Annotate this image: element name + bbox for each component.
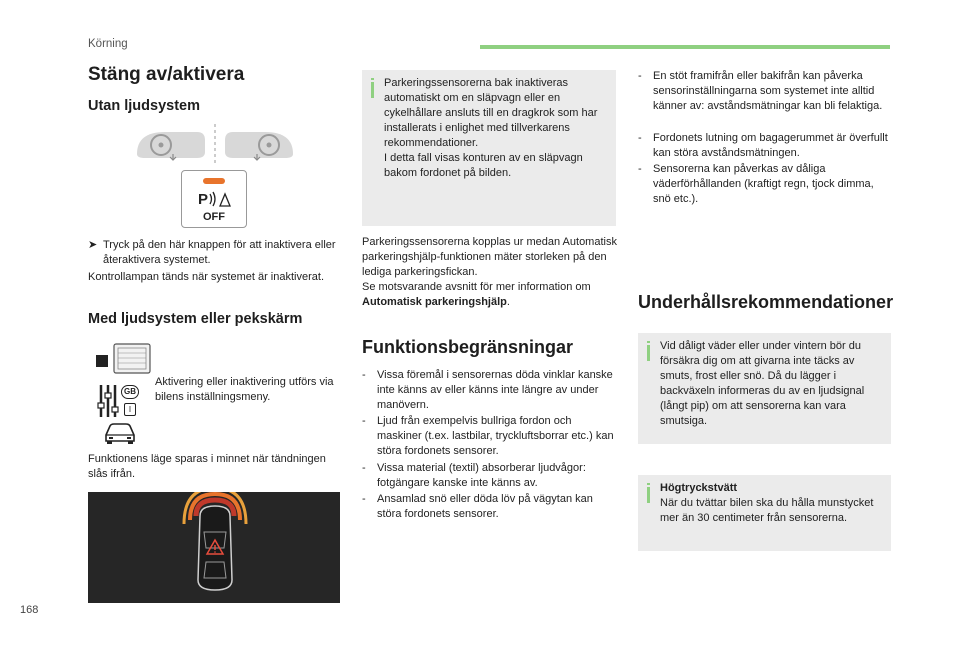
car-top-view-illustration	[88, 492, 340, 603]
reference-period: .	[506, 296, 510, 308]
dash-mark: -	[362, 493, 366, 505]
steering-wheel-illustration	[135, 124, 295, 166]
badge-gb: GB	[121, 385, 139, 399]
limitation-item: - Ljud från exempelvis bullriga fordon och maskiner (t.ex. lastbilar, tryckluftsborrar etc.) kan störa fordonets sensorer.	[362, 415, 614, 457]
info-trailer-text: Parkeringssensorerna bak inaktiveras automatiskt om en släpvagn eller en cykelhållare ansluts till en dragkrok som har installerats i enlighet med tillverkarens rekommendationer.	[384, 77, 598, 149]
reference-text: Se motsvarande avsnitt för mer information om	[362, 281, 591, 293]
svg-text:P: P	[198, 191, 209, 208]
info-box-trailer	[362, 70, 616, 226]
parking-sensor-off-icon	[198, 188, 232, 210]
section-label: Körning	[88, 38, 128, 50]
steering-wheel-icon	[225, 132, 293, 160]
page-number: 168	[20, 604, 39, 616]
limitation-item: - Sensorerna kan påverkas av dåliga väderförhållanden (kraftigt regn, tjock dimma, snö etc.).	[638, 163, 874, 205]
auto-parking-text: Parkeringssensorerna kopplas ur medan Automatisk parkeringshjälp-funktionen mäter storleken på den lediga parkeringsfickan.	[362, 236, 617, 278]
limitation-item: - En stöt framifrån eller bakifrån kan påverka sensorinställningarna som systemet inte alltid känner av: avståndsmätningar kan bli felaktiga.	[638, 70, 883, 112]
parking-display-image	[88, 492, 340, 603]
badge-i: I	[124, 403, 136, 416]
subheading-with-audio: Med ljudsystem eller pekskärm	[88, 311, 303, 327]
dash-mark: -	[638, 70, 642, 82]
section-title-maintenance: Underhållsrekommendationer	[638, 292, 894, 312]
off-label: OFF	[203, 211, 225, 223]
instruction-bullet: ➤ Tryck på den här knappen för att inaktivera eller återaktivera systemet.	[88, 239, 336, 266]
limitation-item: - Vissa föremål i sensorernas döda vinklar kanske inte känns av eller känns inte längre av under manövern.	[362, 369, 613, 411]
subheading-without-audio: Utan ljudsystem	[88, 98, 200, 114]
settings-icon	[97, 383, 119, 419]
screen-icon	[96, 343, 152, 375]
info-icon-dot	[647, 341, 650, 343]
info-pressure-wash-content	[660, 481, 886, 526]
menu-instruction: Aktivering eller inaktivering utförs via bilens inställningsmeny.	[155, 376, 334, 403]
steering-wheel-icon	[137, 132, 205, 160]
limitation-item: - Ansamlad snö eller döda löv på vägytan kan störa fordonets sensorer.	[362, 493, 593, 520]
car-icon	[103, 421, 137, 445]
dash-mark: -	[362, 462, 366, 474]
info-icon-dot	[371, 78, 374, 80]
dash-mark: -	[362, 415, 366, 427]
info-icon-bar	[647, 345, 650, 361]
limitation-item: - Vissa material (textil) absorberar ljudvågor: fotgängare kanske inte känns av.	[362, 462, 586, 489]
info-weather-text: Vid dåligt väder eller under vintern bör du försäkra dig om att givarna inte täcks av smuts, frost eller snö. Då du lägger i backväxeln informeras du av en ljudsignal (långt pip) om att sensorerna kan vara smutsiga.	[660, 340, 865, 427]
paragraph-memory: Funktionens läge sparas i minnet när tändningen slås ifrån.	[88, 453, 326, 480]
info-icon-bar	[647, 487, 650, 503]
dash-mark: -	[638, 132, 642, 144]
dash-mark: -	[362, 369, 366, 381]
info-pressure-wash-title: Högtryckstvätt	[660, 482, 738, 494]
info-box-weather	[638, 333, 891, 444]
paragraph-lamp: Kontrollampan tänds när systemet är inaktiverat.	[88, 271, 325, 283]
header-accent-bar	[480, 45, 890, 49]
settings-icon-group	[97, 383, 143, 419]
section-title-limitations: Funktionsbegränsningar	[362, 337, 574, 357]
reference-bold-link[interactable]: Automatisk parkeringshjälp	[362, 296, 507, 308]
arrow-bullet-icon: ➤	[88, 239, 98, 251]
info-trailer-text-b: I detta fall visas konturen av en släpvagn bakom fordonet på bilden.	[384, 152, 583, 179]
paragraph-auto-parking	[362, 235, 618, 310]
info-pressure-wash-text: När du tvättar bilen ska du hålla munstycket mer än 30 centimeter från sensorerna.	[660, 497, 874, 524]
dash-mark: -	[638, 163, 642, 175]
limitation-item: - Fordonets lutning om bagagerummet är överfullt kan störa avståndsmätningen.	[638, 132, 888, 159]
info-icon-bar	[371, 82, 374, 98]
page-title: Stäng av/aktivera	[88, 64, 245, 85]
info-box-trailer-text	[384, 76, 610, 181]
info-icon-dot	[647, 483, 650, 485]
parking-sensor-off-button[interactable]	[181, 170, 247, 228]
info-box-pressure-wash	[638, 475, 891, 551]
indicator-lamp	[203, 178, 225, 184]
